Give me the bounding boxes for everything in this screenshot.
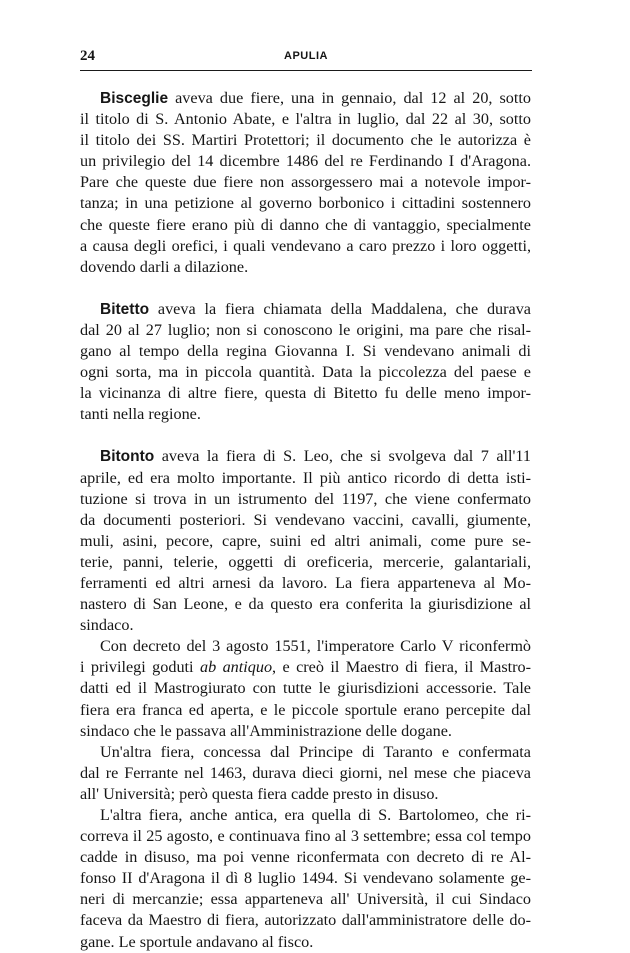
text-line: terie, panni, telerie, oggetti di oreficeria, mercerie, galantariali, [80,552,531,571]
text-line [80,657,531,678]
text-line: fonso II d'Aragona il dì 8 luglio 1494. Si vendevano solamente ge- [80,869,531,888]
text-line [80,446,531,467]
header-rule [80,70,532,71]
text-span: aveva la fiera di S. Leo, che si svolgeva dal 7 all'11 [154,447,531,466]
text-span: aveva la fiera chiamata della Maddalena, che durava [149,299,531,318]
paragraph-gap [80,425,531,446]
text-line: correva il 25 agosto, e continuava fino al 3 settembre; essa col tempo [80,827,531,846]
page-number: 24 [80,48,95,64]
text-line: faceva da Maestro di fiera, autorizzato dall'amministratore delle do- [80,911,531,930]
body-text [80,88,531,953]
text-line: ferramenti ed altri arnesi da lavoro. La fiera apparteneva al Mo- [80,573,531,592]
text-line: un privilegio del 14 dicembre 1486 del re Ferdinando I d'Aragona. [80,152,531,171]
text-line: gane. Le sportule andavano al fisco. [80,932,314,951]
paragraph-bitonto-bartolomeo [80,805,531,953]
text-line: sindaco che le passava all'Amministrazione delle dogane. [80,721,452,740]
text-line: cadde in disuso, ma poi venne riconfermata con decreto di re Al- [80,848,531,867]
paragraph-gap [80,278,531,299]
text-line: tanti nella regione. [80,405,201,424]
paragraph-bitonto [80,446,531,636]
text-line: neri di mercanzie; essa apparteneva all' Università, il cui Sindaco [80,890,531,909]
entry-term-bitonto: Bitonto [100,448,155,466]
text-line: Con decreto del 3 agosto 1551, l'imperatore Carlo V riconfermò [100,637,531,656]
paragraph-bitonto-another-fair [80,742,531,805]
text-line: gano al tempo della regina Giovanna I. Si vendevano animali di [80,342,531,361]
text-line: dal 20 al 27 luglio; non si conoscono le origini, ma pare che risal- [80,320,531,339]
running-head: APULIA [284,50,328,62]
text-line: da documenti posteriori. Si vendevano vaccini, cavalli, giumente, [80,510,531,529]
text-line [80,88,531,109]
text-line: muli, asini, pecore, capre, suini ed altri animali, come pure se- [80,531,531,550]
text-line: tanza; in una petizione al governo borbonico i cittadini sostennero [80,194,531,213]
text-span: , e creò il Maestro di fiera, il Mastro- [272,658,532,677]
text-line: Un'altra fiera, concessa dal Principe di Taranto e confermata [100,742,531,761]
text-line: L'altra fiera, anche antica, era quella di S. Bartolomeo, che ri- [100,806,531,824]
text-line: dovendo darli a dilazione. [80,257,249,276]
text-span: i privilegi goduti [80,658,200,677]
text-line: aprile, ed era molto importante. Il più antico ricordo di detta isti- [80,468,531,487]
text-line: all' Università; però questa fiera cadde presto in disuso. [80,784,439,803]
text-span: aveva due fiere, una in gennaio, dal 12 al 20, sotto [168,89,531,107]
page-header [80,48,532,68]
text-line: dal re Ferrante nel 1463, durava dieci giorni, nel mese che piaceva [80,763,531,782]
paragraph-bitonto-decree [80,636,531,741]
entry-term-bisceglie: Bisceglie [100,90,169,107]
text-line: il titolo di S. Antonio Abate, e l'altra in luglio, dal 22 al 30, sotto [80,110,531,129]
entry-term-bitetto: Bitetto [100,300,150,318]
text-line: che queste fiere erano più di danno che di vantaggio, specialmente [80,215,531,234]
text-line: il titolo dei SS. Martiri Protettori; il documento che le autorizza è [80,131,531,150]
text-line: ogni sorta, ma in piccola quantità. Data la piccolezza del paese e [80,363,531,382]
text-line: tuzione si trova in un istrumento del 1197, che viene confermato [80,489,531,508]
paragraph-bitetto [80,299,531,426]
text-line: la vicinanza di altre fiere, questa di Bitetto fu delle meno impor- [80,384,531,403]
italic-phrase: ab antiquo [199,658,273,677]
paragraph-bisceglie [80,88,531,278]
text-line: nastero di San Leone, e da questo era conferita la giurisdizione al [80,595,531,614]
text-line: Pare che queste due fiere non assorgessero mai a notevole impor- [80,173,531,192]
text-line: sindaco. [80,616,134,635]
text-line: fiera era franca ed aperta, e le piccole sportule erano percepite dal [80,700,531,719]
text-line: a causa degli orefici, i quali vendevano a caro prezzo i loro oggetti, [80,236,531,255]
text-line: datti ed il Mastrogiurato con tutte le giurisdizioni accessorie. Tale [80,679,531,698]
text-line [80,299,531,320]
